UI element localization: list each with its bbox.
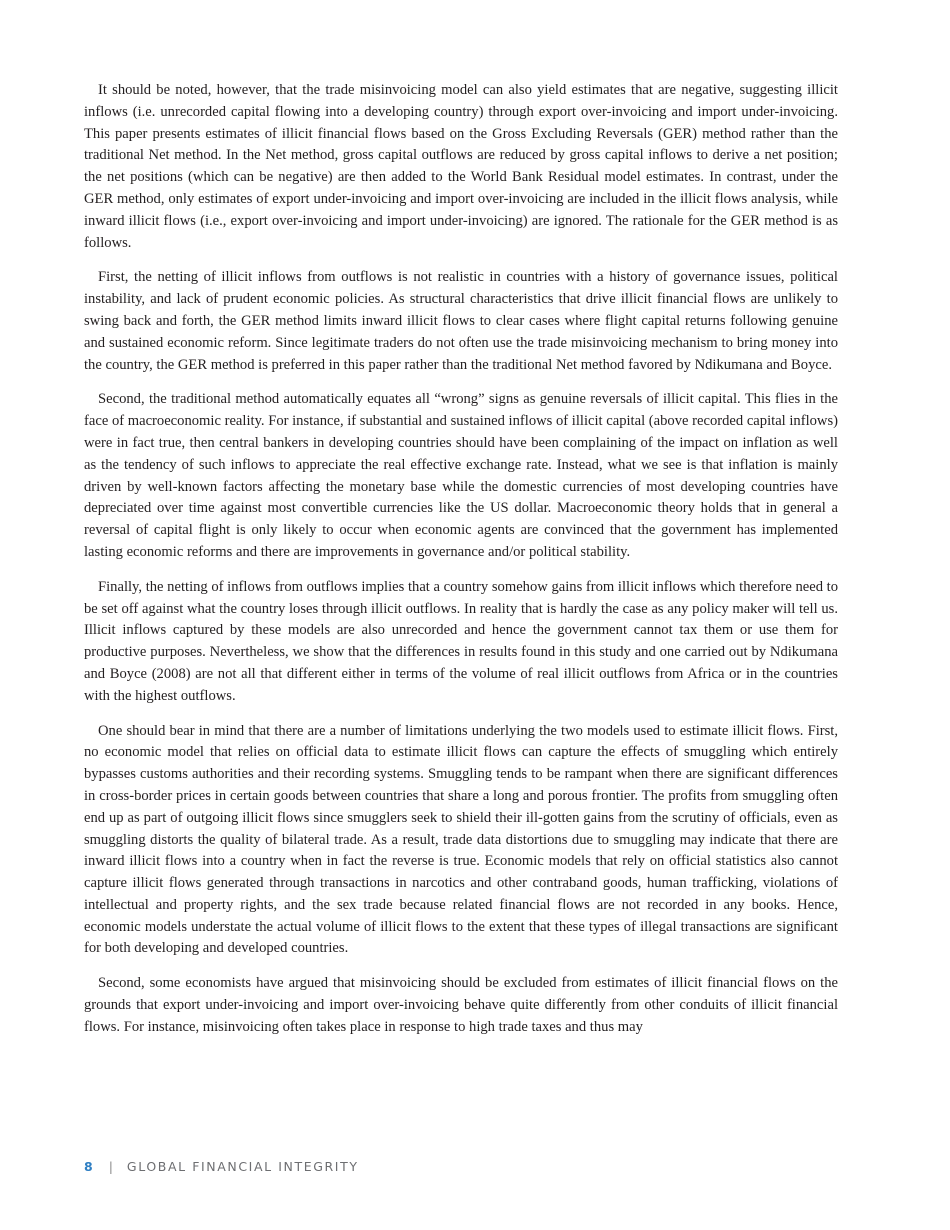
paragraph-limitations: One should bear in mind that there are a number of limitations underlying the two models used to estimate illicit flows. First, no economic model that relies on official data to estimate illicit flows can capture the effects of smuggling which entirely bypasses customs authorities and their recording systems. Smuggling tends to be rampant when there are significant differences in cross-border prices in certain goods between countries that share a long and porous frontier. The profits from smuggling often end up as part of outgoing illicit flows since smugglers seek to shield their ill-gotten gains from the scrutiny of officials, even as smuggling distorts the quality of bilateral trade. As a result, trade data distortions due to smuggling may indicate that there are inward illicit flows into a country when in fact the reverse is true. Economic models that rely on official statistics also cannot capture illicit flows generated through transactions in narcotics and other contraband goods, human trafficking, violations of intellectual and property rights, and the sex trade because related financial flows are not recorded in any books. Hence, economic models understate the actual volume of illicit flows to the extent that these types of illegal transactions are significant for both developing and developed countries. <box>84 722 838 957</box>
page-footer <box>84 1157 359 1175</box>
paragraph-misinvoicing: Second, some economists have argued that misinvoicing should be excluded from estimates of illicit financial flows on the grounds that export under-invoicing and import over-invoicing behave quite differently from other conduits of illicit financial flows. For instance, misinvoicing often takes place in response to high trade taxes and thus may <box>84 975 838 1035</box>
footer-organization: GLOBAL FINANCIAL INTEGRITY <box>126 1158 359 1174</box>
footer-separator: | <box>108 1158 113 1174</box>
paragraph-finally-netting: Finally, the netting of inflows from outflows implies that a country somehow gains from illicit inflows which therefore need to be set off against what the country loses through illicit outflows. In reality that is hardly the case as any policy maker will tell us. Illicit inflows captured by these models are also unrecorded and hence the government cannot tax them or use them for productive purposes. Nevertheless, we show that the differences in results found in this study and one carried out by Ndikumana and Boyce (2008) are not all that different either in terms of the volume of real illicit outflows from Africa or in the countries with the highest outflows. <box>84 578 838 704</box>
paragraph-ger-method: It should be noted, however, that the trade misinvoicing model can also yield estimates that are negative, suggesting illicit inflows (i.e. unrecorded capital flowing into a developing country) through export over-invoicing and import under-invoicing. This paper presents estimates of illicit financial flows based on the Gross Excluding Reversals (GER) method rather than the traditional Net method. In the Net method, gross capital outflows are reduced by gross capital inflows to derive a net position; the net positions (which can be negative) are then added to the World Bank Residual model estimates. In contrast, under the GER method, only estimates of export under-invoicing and import over-invoicing are included in the illicit flows analysis, while inward illicit flows (i.e., export over-invoicing and import under-invoicing) are ignored. The rationale for the GER method is as follows. <box>84 82 838 251</box>
body-text <box>84 80 838 1052</box>
paragraph-second-traditional: Second, the traditional method automatically equates all “wrong” signs as genuine reversals of illicit capital. This flies in the face of macroeconomic reality. For instance, if substantial and sustained inflows of illicit capital (above recorded capital inflows) were in fact true, then central bankers in developing countries should have been complaining of the impact on inflation as well as the tendency of such inflows to appreciate the real effective exchange rate. Instead, what we see is that inflation is mainly driven by well-known factors affecting the monetary base while the domestic currencies of most developing countries have depreciated over time against most convertible currencies like the US dollar. Macroeconomic theory holds that in general a reversal of capital flight is only likely to occur when economic agents are convinced that the government has implemented lasting economic reforms and there are improvements in governance and/or political stability. <box>84 391 839 560</box>
paragraph-first-netting: First, the netting of illicit inflows from outflows is not realistic in countries with a history of governance issues, political instability, and lack of prudent economic policies. As structural characteristics that drive illicit financial flows are unlikely to swing back and forth, the GER method limits inward illicit flows to clear cases where flight capital returns following genuine and sustained economic reform. Since legitimate traders do not often use the trade misinvoicing mechanism to bring money into the country, the GER method is preferred in this paper rather than the traditional Net method favored by Ndikumana and Boyce. <box>84 269 838 373</box>
page-number: 8 <box>84 1158 93 1174</box>
